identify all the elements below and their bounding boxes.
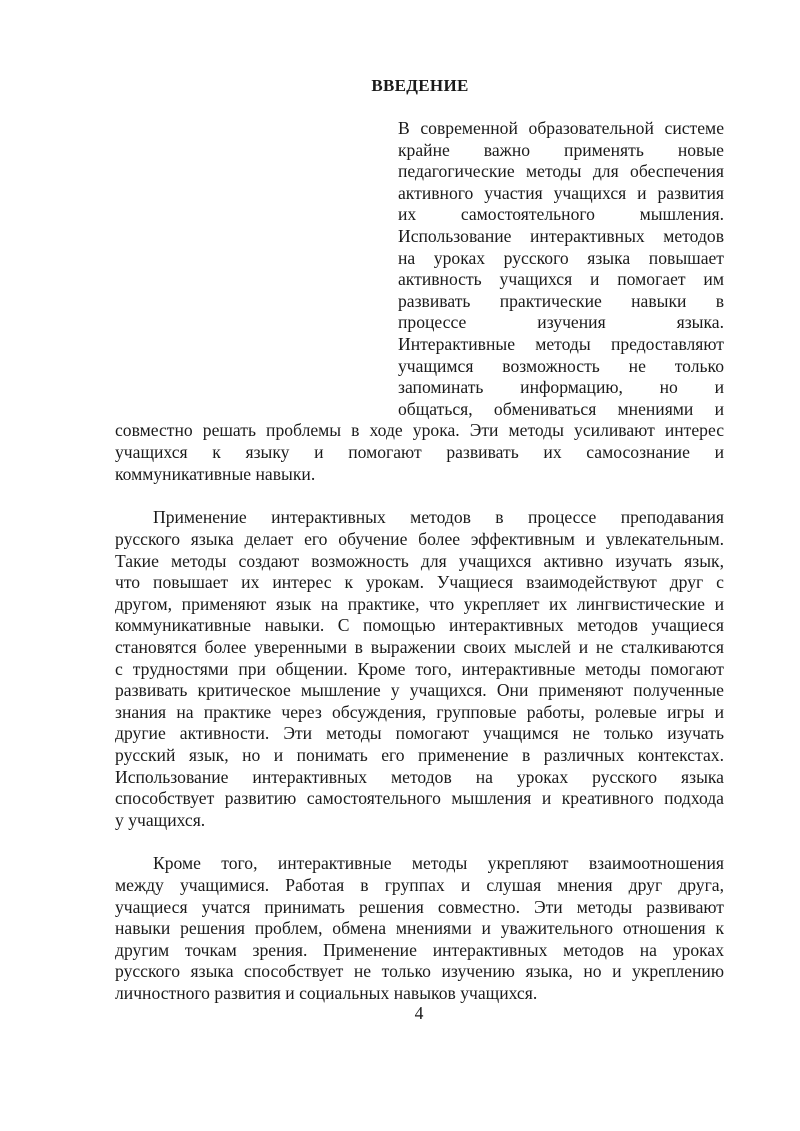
page-title: ВВЕДЕНИЕ [371, 76, 469, 95]
text-line: общаться, обмениваться мнениями и [398, 399, 724, 419]
text-line: русского языка способствует не только изучению языка, но и укреплению [115, 961, 724, 981]
text-line: крайне важно применять новые [398, 140, 724, 160]
text-line: становятся более уверенными в выражении своих мыслей и не сталкиваются [115, 637, 724, 657]
text-line: совместно решать проблемы в ходе урока. Эти методы усиливают интерес [115, 420, 724, 440]
text-line: русский язык, но и понимать его применение в различных контекстах. [115, 745, 724, 765]
text-line: Использование интерактивных методов [398, 226, 724, 246]
text-line: развивать критическое мышление у учащихся. Они применяют полученные [115, 680, 724, 700]
text-line: активного участия учащихся и развития [398, 183, 724, 203]
text-line: другим точкам зрения. Применение интерактивных методов на уроках [115, 940, 724, 960]
page-number: 4 [414, 1003, 424, 1023]
text-line: коммуникативные навыки. С помощью интерактивных методов учащиеся [115, 615, 724, 635]
text-line: у учащихся. [115, 810, 206, 830]
text-line: учащиеся учатся принимать решения совместно. Эти методы развивают [115, 897, 724, 917]
text-line: русского языка делает его обучение более эффективным и увлекательным. [115, 529, 724, 549]
text-line: с трудностями при общении. Кроме того, интерактивные методы помогают [115, 659, 724, 679]
text-line: личностного развития и социальных навыков учащихся. [115, 983, 538, 1003]
text-line: Использование интерактивных методов на уроках русского языка [115, 767, 724, 787]
text-line: Интерактивные методы предоставляют [398, 334, 724, 354]
text-line: педагогические методы для обеспечения [398, 161, 724, 181]
text-line: между учащимися. Работая в группах и слушая мнения друг друга, [115, 875, 724, 895]
text-line: В современной образовательной системе [398, 118, 724, 138]
text-line: что повышает их интерес к урокам. Учащиеся взаимодействуют друг с [115, 572, 724, 592]
text-line: способствует развитию самостоятельного мышления и креативного подхода [115, 788, 724, 808]
text-line: коммуникативные навыки. [115, 464, 316, 484]
text-line: навыки решения проблем, обмена мнениями и уважительного отношения к [115, 918, 724, 938]
text-line: развивать практические навыки в [398, 291, 724, 311]
text-line: другие активности. Эти методы помогают учащимся не только изучать [115, 723, 724, 743]
text-line: запоминать информацию, но и [398, 377, 724, 397]
text-line: Применение интерактивных методов в процессе преподавания [153, 507, 724, 527]
text-line: Такие методы создают возможность для учащихся активно изучать язык, [115, 551, 724, 571]
text-line: процессе изучения языка. [398, 312, 724, 332]
text-line: учащихся к языку и помогают развивать их самосознание и [115, 442, 724, 462]
text-line: на уроках русского языка повышает [398, 248, 724, 268]
text-line: активность учащихся и помогает им [398, 269, 724, 289]
text-line: другом, применяют язык на практике, что укрепляет их лингвистические и [115, 594, 724, 614]
text-line: учащимся возможность не только [398, 356, 724, 376]
text-line: знания на практике через обсуждения, групповые работы, ролевые игры и [115, 702, 724, 722]
text-line: их самостоятельного мышления. [398, 204, 724, 224]
text-line: Кроме того, интерактивные методы укрепляют взаимоотношения [153, 853, 724, 873]
